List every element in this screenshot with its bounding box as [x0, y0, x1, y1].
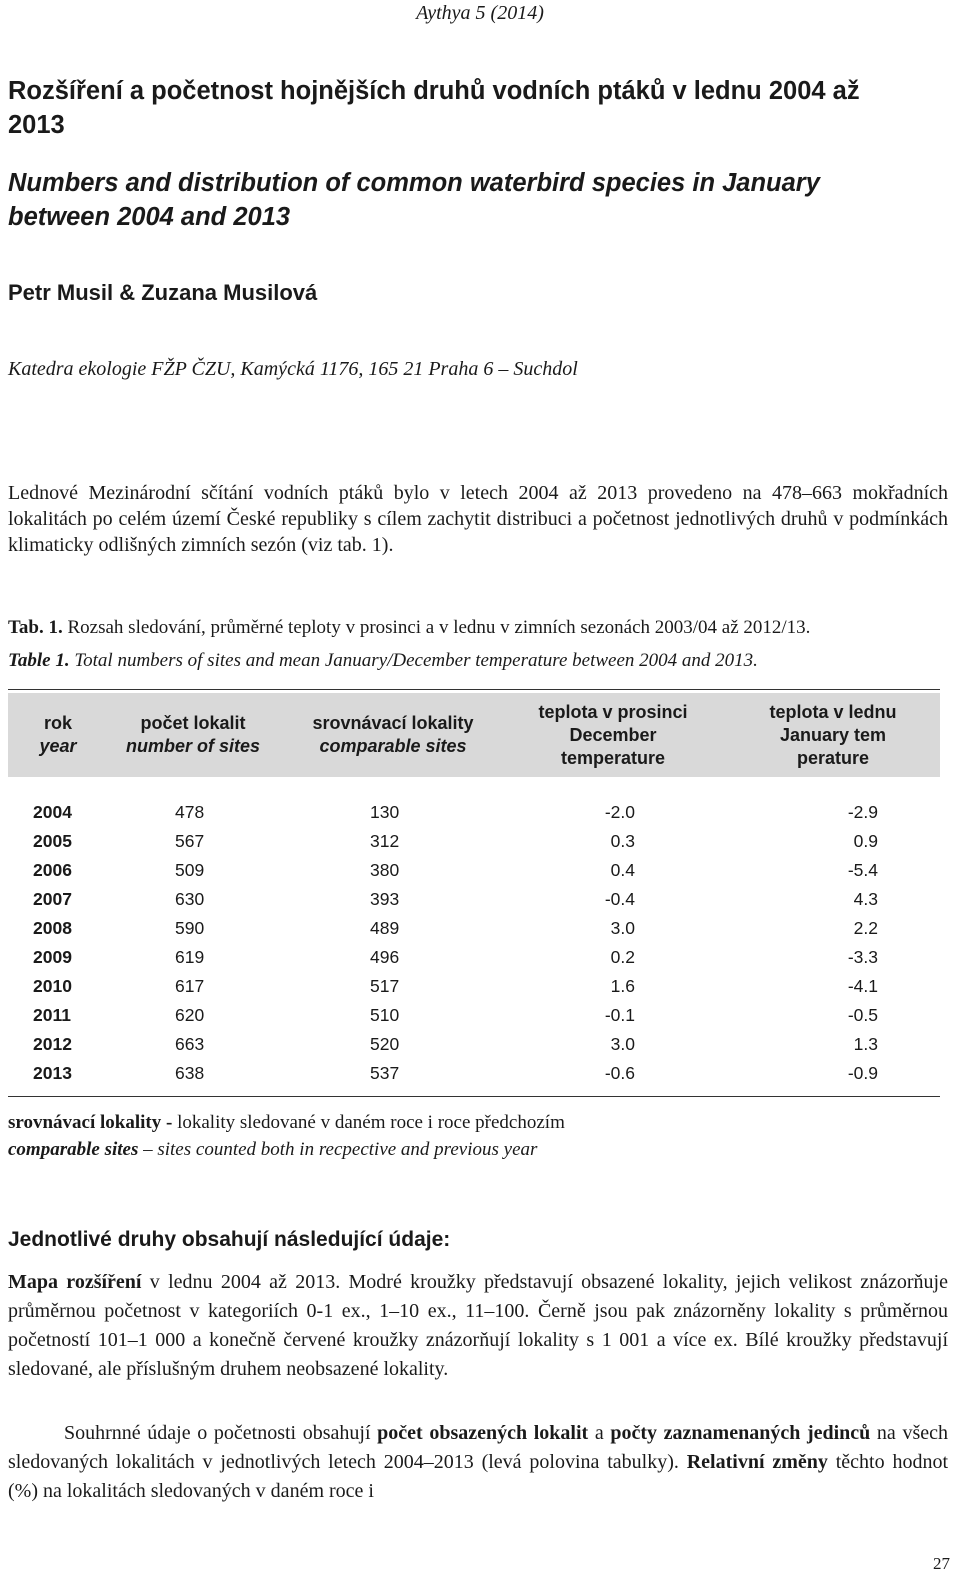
- cell-january: -0.9: [847, 1063, 878, 1083]
- table-row: [8, 1034, 940, 1063]
- cell-january: -3.3: [847, 947, 878, 967]
- header-comparable-cz: srovnávací lokality: [312, 713, 474, 733]
- p2-d: na všech sledovaných lokalitách v jednotlivých letech 2004–2013 (levá polovina tabulky).: [8, 1422, 948, 1473]
- header-sites: [108, 693, 278, 777]
- cell-sites: 638: [175, 1063, 205, 1083]
- p1-bold: Mapa rozšíření: [8, 1271, 142, 1293]
- cell-comparable: 312: [370, 831, 400, 851]
- table-bottom-rule: [8, 1096, 940, 1097]
- header-december-3: temperature: [560, 747, 666, 768]
- p2-b2: počty zaznamenaných jedinců: [610, 1422, 871, 1444]
- title-czech: Rozšíření a početnost hojnějších druhů vodních ptáků v lednu 2004 až 2013: [8, 77, 860, 139]
- table-header: [8, 693, 940, 777]
- cell-january: -2.9: [847, 802, 878, 822]
- cell-year: 2008: [33, 918, 72, 938]
- cell-december: 0.2: [610, 947, 635, 967]
- note-text-cz: lokality sledované v daném roce i roce předchozím: [177, 1112, 565, 1133]
- cell-december: -0.4: [604, 889, 635, 909]
- cell-december: -0.6: [604, 1063, 635, 1083]
- p2-b1: počet obsazených lokalit: [377, 1422, 589, 1444]
- page-number: 27: [933, 1554, 950, 1573]
- journal-header: Aythya 5 (2014): [416, 2, 544, 24]
- note-term-en: comparable sites: [8, 1139, 139, 1160]
- cell-comparable: 496: [370, 947, 400, 967]
- table-caption-czech: [8, 617, 948, 639]
- table-top-rule: [8, 689, 940, 690]
- cell-year: 2012: [33, 1034, 72, 1054]
- cell-year: 2010: [33, 976, 72, 996]
- cell-comparable: 380: [370, 860, 400, 880]
- cell-january: -0.5: [847, 1005, 878, 1025]
- cell-december: 0.4: [610, 860, 635, 880]
- cell-year: 2011: [33, 1005, 71, 1025]
- cell-january: 4.3: [853, 889, 878, 909]
- p2-b3: Relativní změny: [686, 1451, 828, 1473]
- note-term-cz: srovnávací lokality -: [8, 1112, 178, 1133]
- cell-december: 1.6: [610, 976, 635, 996]
- cell-comparable: 510: [370, 1005, 400, 1025]
- header-january-3: perature: [796, 747, 870, 768]
- cell-sites: 619: [175, 947, 205, 967]
- cell-year: 2005: [33, 831, 72, 851]
- p2-a: Souhrnné údaje o početnosti obsahují: [64, 1422, 378, 1444]
- cell-sites: 590: [175, 918, 205, 938]
- table-row: [8, 1063, 940, 1092]
- cell-december: 0.3: [610, 831, 635, 851]
- affiliation: Katedra ekologie FŽP ČZU, Kamýcká 1176, 165 21 Praha 6 – Suchdol: [8, 358, 578, 380]
- title-english: Numbers and distribution of common waterbird species in January between 2004 and 2013: [8, 169, 820, 231]
- table-row: [8, 831, 940, 860]
- cell-sites: 617: [175, 976, 205, 996]
- header-december: [508, 693, 718, 777]
- p2-e: těchto hodnot (%) na lokalitách sledovaných v daném roce i: [8, 1451, 948, 1502]
- p1-text: v lednu 2004 až 2013. Modré kroužky představují obsazené lokality, jejich velikost znázorňuje průměrnou početnost v kategoriích 0-1 ex., 1–10 ex., 11–100. Černě jsou pak znázorněny lokality s průměrnou početností 101–1 000 a konečně červené kroužky znázorňují lokality s 1 001 a více ex. Bílé kroužky představují sledované, ale příslušným druhem neobsazené lokality.: [8, 1271, 948, 1380]
- paragraph-map: [8, 1268, 948, 1384]
- header-december-1: teplota v prosinci: [538, 701, 688, 722]
- cell-sites: 663: [175, 1034, 205, 1054]
- caption-label-en: Table 1.: [8, 650, 70, 671]
- p2-c: a: [588, 1422, 611, 1444]
- cell-january: 1.3: [853, 1034, 878, 1054]
- cell-comparable: 489: [370, 918, 400, 938]
- cell-year: 2013: [33, 1063, 72, 1083]
- note-english: [8, 1139, 537, 1161]
- header-comparable-en: comparable sites: [319, 736, 467, 756]
- table-row: [8, 947, 940, 976]
- cell-december: 3.0: [610, 1034, 635, 1054]
- caption-text-en: Total numbers of sites and mean January/December temperature between 2004 and 2013.: [69, 650, 758, 671]
- cell-year: 2007: [33, 889, 72, 909]
- section-heading: Jednotlivé druhy obsahují následující údaje:: [8, 1228, 451, 1251]
- cell-comparable: 520: [370, 1034, 400, 1054]
- cell-december: 3.0: [610, 918, 635, 938]
- cell-comparable: 130: [370, 802, 400, 822]
- note-czech: [8, 1112, 565, 1134]
- abstract: Lednové Mezinárodní sčítání vodních ptáků bylo v letech 2004 až 2013 provedeno na 478–663 mokřadních lokalitách po celém území České republiky s cílem zachytit distribuci a početnost jednotlivých druhů v podmínkách klimaticky odlišných zimních sezón (viz tab. 1).: [8, 482, 948, 556]
- table-row: [8, 1005, 940, 1034]
- cell-sites: 478: [175, 802, 205, 822]
- cell-comparable: 537: [370, 1063, 400, 1083]
- header-sites-en: number of sites: [125, 736, 261, 756]
- authors: Petr Musil & Zuzana Musilová: [8, 280, 318, 305]
- cell-january: -5.4: [847, 860, 878, 880]
- cell-year: 2009: [33, 947, 72, 967]
- cell-sites: 620: [175, 1005, 205, 1025]
- header-january: [748, 693, 918, 777]
- header-december-2: December: [569, 724, 657, 745]
- paragraph-summary: [8, 1419, 948, 1506]
- cell-sites: 567: [175, 831, 205, 851]
- header-year: [8, 693, 108, 777]
- cell-sites: 630: [175, 889, 205, 909]
- cell-january: 0.9: [853, 831, 878, 851]
- cell-december: -0.1: [604, 1005, 635, 1025]
- header-year-cz: rok: [43, 713, 72, 733]
- table-row: [8, 802, 940, 831]
- table-caption-english: [8, 650, 948, 672]
- header-comparable: [278, 693, 508, 777]
- cell-comparable: 393: [370, 889, 400, 909]
- table-row: [8, 918, 940, 947]
- cell-january: 2.2: [853, 918, 878, 938]
- cell-year: 2004: [33, 802, 72, 822]
- caption-text-cz: Rozsah sledování, průměrné teploty v prosinci a v lednu v zimních sezonách 2003/04 až 2012/13.: [62, 617, 811, 638]
- header-january-2: January tem: [779, 724, 887, 745]
- cell-december: -2.0: [604, 802, 635, 822]
- header-january-1: teplota v lednu: [769, 701, 897, 722]
- cell-year: 2006: [33, 860, 72, 880]
- header-sites-cz: počet lokalit: [140, 713, 246, 733]
- cell-comparable: 517: [370, 976, 400, 996]
- table-row: [8, 889, 940, 918]
- table-row: [8, 976, 940, 1005]
- note-text-en: – sites counted both in recpective and previous year: [138, 1139, 538, 1160]
- cell-sites: 509: [175, 860, 205, 880]
- cell-january: -4.1: [847, 976, 878, 996]
- table-row: [8, 860, 940, 889]
- header-year-en: year: [39, 736, 77, 756]
- caption-label-cz: Tab. 1.: [8, 617, 63, 638]
